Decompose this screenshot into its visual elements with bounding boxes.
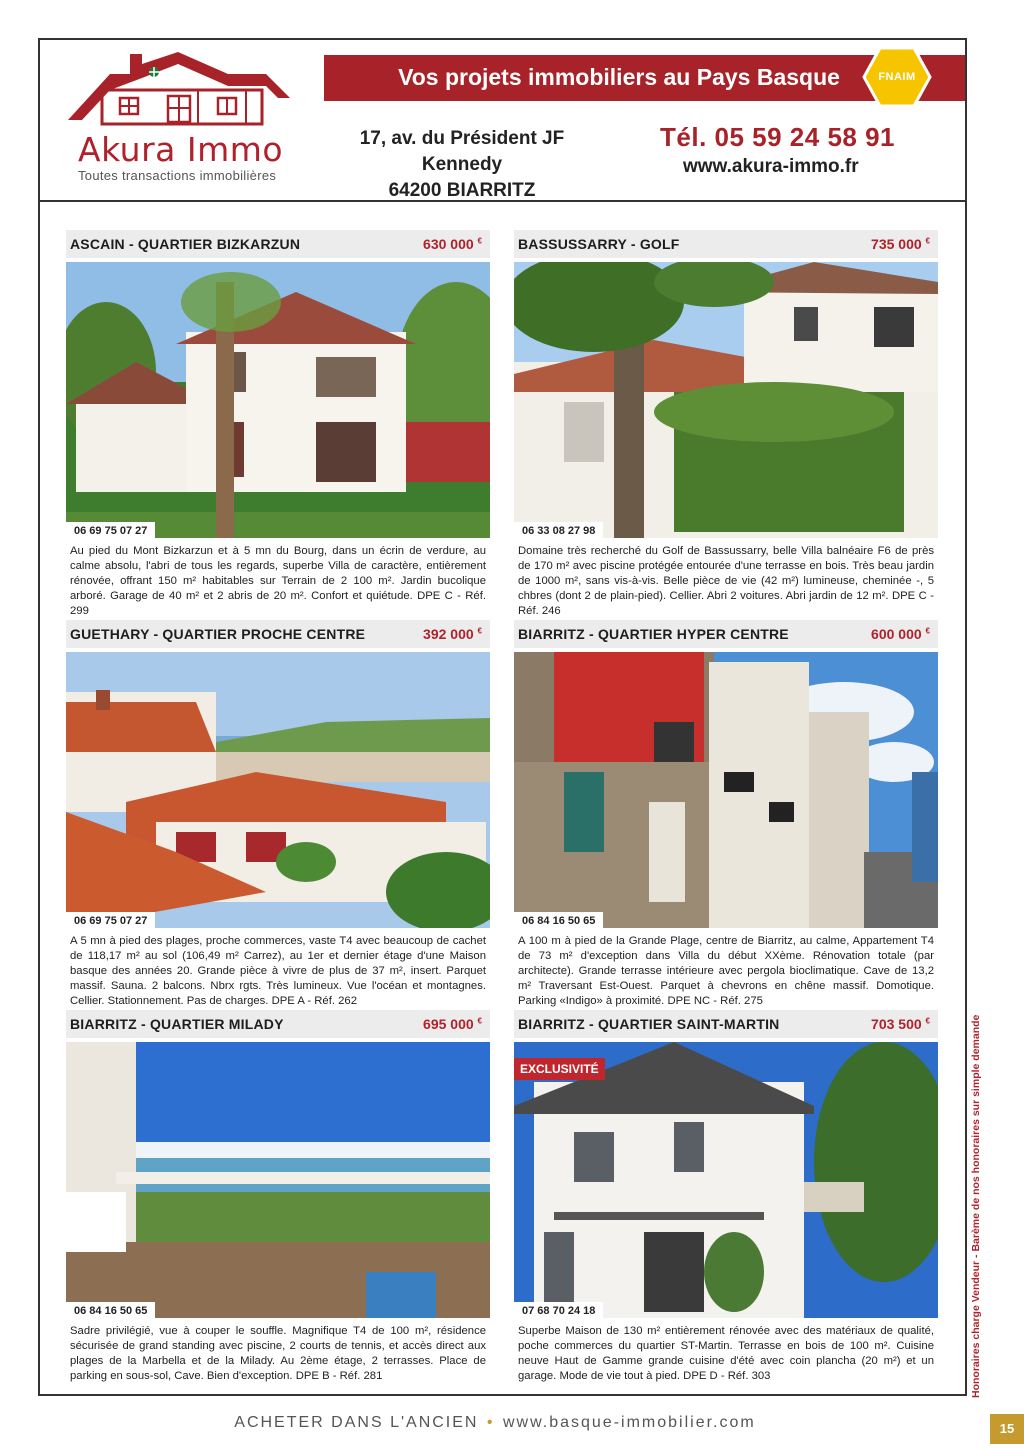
- listing-photo[interactable]: [514, 262, 938, 538]
- listing-description: Superbe Maison de 130 m² entièrement rénovée avec des matériaux de qualité, poche commerces du quartier ST-Martin. Terrasse en bois de 100 m². Cuisine neuve Haut de Gamme grande cuisine d'été avec coin plancha (20 m²) et un garage. Mode de vie tout à pied. DPE D - Réf. 303: [518, 1325, 934, 1382]
- listing-card[interactable]: [514, 1010, 938, 1394]
- banner-title: Vos projets immobiliers au Pays Basque: [398, 64, 840, 90]
- listing-header: [514, 620, 938, 648]
- listing-price: 392 000 €: [423, 626, 482, 642]
- brand-tagline: Toutes transactions immobilières: [78, 168, 277, 183]
- ocean-view-terrace-photo: [66, 1042, 490, 1318]
- listing-price: 630 000 €: [423, 236, 482, 252]
- footer-section-label: ACHETER DANS L'ANCIEN: [234, 1414, 479, 1431]
- listing-description: A 100 m à pied de la Grande Plage, centre de Biarritz, au calme, Appartement T4 de 73 m² d'exception dans Villa du début XXème. Rénovation totale (par architecte). Grande terrasse intérieure avec pergola bioclimatique. Cave de 13,2 m² Traversant Est-Ouest. Parquet à chevrons en chêne massif. Domotique. Parking «Indigo» à proximité. DPE NC - Réf. 275: [518, 935, 934, 1007]
- akura-logo: [68, 48, 292, 188]
- listing-header: [66, 230, 490, 258]
- exclusivity-badge: EXCLUSIVITÉ: [514, 1058, 605, 1080]
- listing-price: 703 500 €: [871, 1016, 930, 1032]
- listing-title: BIARRITZ - QUARTIER HYPER CENTRE: [518, 626, 789, 642]
- listing-price: 600 000 €: [871, 626, 930, 642]
- listing-card[interactable]: [514, 620, 938, 1007]
- listing-card[interactable]: [514, 230, 938, 617]
- footer-website-link[interactable]: www.basque-immobilier.com: [502, 1414, 756, 1431]
- listing-description: Au pied du Mont Bizkarzun et à 5 mn du Bourg, dans un écrin de verdure, au calme absolu, l'abri de tous les regards, superbe Villa de caractère, entièrement rénovée, offrant 150 m² habitables sur Terrain de 2 100 m². Jardin bucolique arboré. Garage de 40 m² et 2 abris de 20 m². Confort et quiétude. DPE C - Réf. 299: [70, 545, 486, 617]
- listing-card[interactable]: [66, 1010, 490, 1394]
- white-house-photo: [514, 1042, 938, 1318]
- address-line-2: 64200 BIARRITZ: [388, 180, 536, 201]
- listing-photo[interactable]: [66, 652, 490, 928]
- listing-description: Domaine très recherché du Golf de Bassussarry, belle Villa balnéaire F6 de près de 170 m² avec piscine protégée entourée d'une terrasse en bois. Très beau jardin de 1000 m², sans vis-à-vis. Belle pièce de vie (42 m²) lumineuse, cheminée -, 5 chbres (dont 2 de plain-pied). Cellier. Abri 2 voitures. Abri jardin de 12 m². DPE C - Réf. 246: [518, 545, 934, 617]
- listing-photo[interactable]: [66, 262, 490, 538]
- listing-title: BIARRITZ - QUARTIER MILADY: [70, 1016, 284, 1032]
- page-number: 15: [990, 1414, 1024, 1444]
- listing-photo[interactable]: [514, 1042, 938, 1318]
- listing-description: A 5 mn à pied des plages, proche commerces, vaste T4 avec beaucoup de cachet de 118,17 m² au sol (106,49 m² Carrez), au 1er et dernier étage d'une Maison basque des années 20. Grande pièce à vivre de plus de 37 m², insert. Parquet massif. Sauna. 2 balcons. Nbrx rgts. Très lumineux. Vue l'océan et montagnes. Cellier. Stationnement. Pas de charges. DPE A - Réf. 262: [70, 935, 486, 1007]
- listing-photo[interactable]: [66, 1042, 490, 1318]
- listing-phone[interactable]: 06 84 16 50 65: [66, 1302, 155, 1318]
- agency-website-link[interactable]: www.akura-immo.fr: [683, 156, 859, 177]
- listing-phone[interactable]: 06 69 75 07 27: [66, 522, 155, 538]
- listing-phone[interactable]: 06 84 16 50 65: [514, 912, 603, 928]
- listing-title: BASSUSSARRY - GOLF: [518, 236, 680, 252]
- brand-name: Akura Immo: [78, 130, 284, 169]
- listing-title: ASCAIN - QUARTIER BIZKARZUN: [70, 236, 301, 252]
- listing-phone[interactable]: 06 33 08 27 98: [514, 522, 603, 538]
- listing-card[interactable]: [66, 620, 490, 1007]
- villa-golf-photo: [514, 262, 938, 538]
- listing-photo[interactable]: [514, 652, 938, 928]
- listing-header: [66, 620, 490, 648]
- fees-side-note: Honoraires charge Vendeur - Barème de nos honoraires sur simple demande: [970, 1014, 982, 1398]
- footer-separator: •: [486, 1414, 495, 1431]
- footer: [0, 1414, 990, 1432]
- listing-phone[interactable]: 07 68 70 24 18: [514, 1302, 603, 1318]
- street-facade-photo: [514, 652, 938, 928]
- agency-address: [328, 126, 596, 204]
- address-line-1: 17, av. du Président JF Kennedy: [359, 128, 565, 175]
- listing-price: 695 000 €: [423, 1016, 482, 1032]
- listing-phone[interactable]: 06 69 75 07 27: [66, 912, 155, 928]
- listing-description: Sadre privilégié, vue à couper le souffle. Magnifique T4 de 100 m², résidence sécurisée de grand standing avec piscine, 2 courts de tennis, et accès direct aux plages de la Marbella et de la Milady. Au 2ème étage, 2 terrasses. Place de parking en sous-sol, Cave. Bien d'exception. DPE B - Réf. 281: [70, 1325, 486, 1382]
- villa-garden-photo: [66, 262, 490, 538]
- listing-price: 735 000 €: [871, 236, 930, 252]
- listing-title: GUETHARY - QUARTIER PROCHE CENTRE: [70, 626, 366, 642]
- listing-card[interactable]: [66, 230, 490, 617]
- basque-rooftops-photo: [66, 652, 490, 928]
- house-logo-icon: [68, 48, 292, 132]
- listing-header: [514, 1010, 938, 1038]
- agency-phone[interactable]: Tél. 05 59 24 58 91: [660, 122, 896, 152]
- listing-header: [514, 230, 938, 258]
- listing-header: [66, 1010, 490, 1038]
- listing-title: BIARRITZ - QUARTIER SAINT-MARTIN: [518, 1016, 780, 1032]
- fnaim-label: FNAIM: [878, 71, 916, 83]
